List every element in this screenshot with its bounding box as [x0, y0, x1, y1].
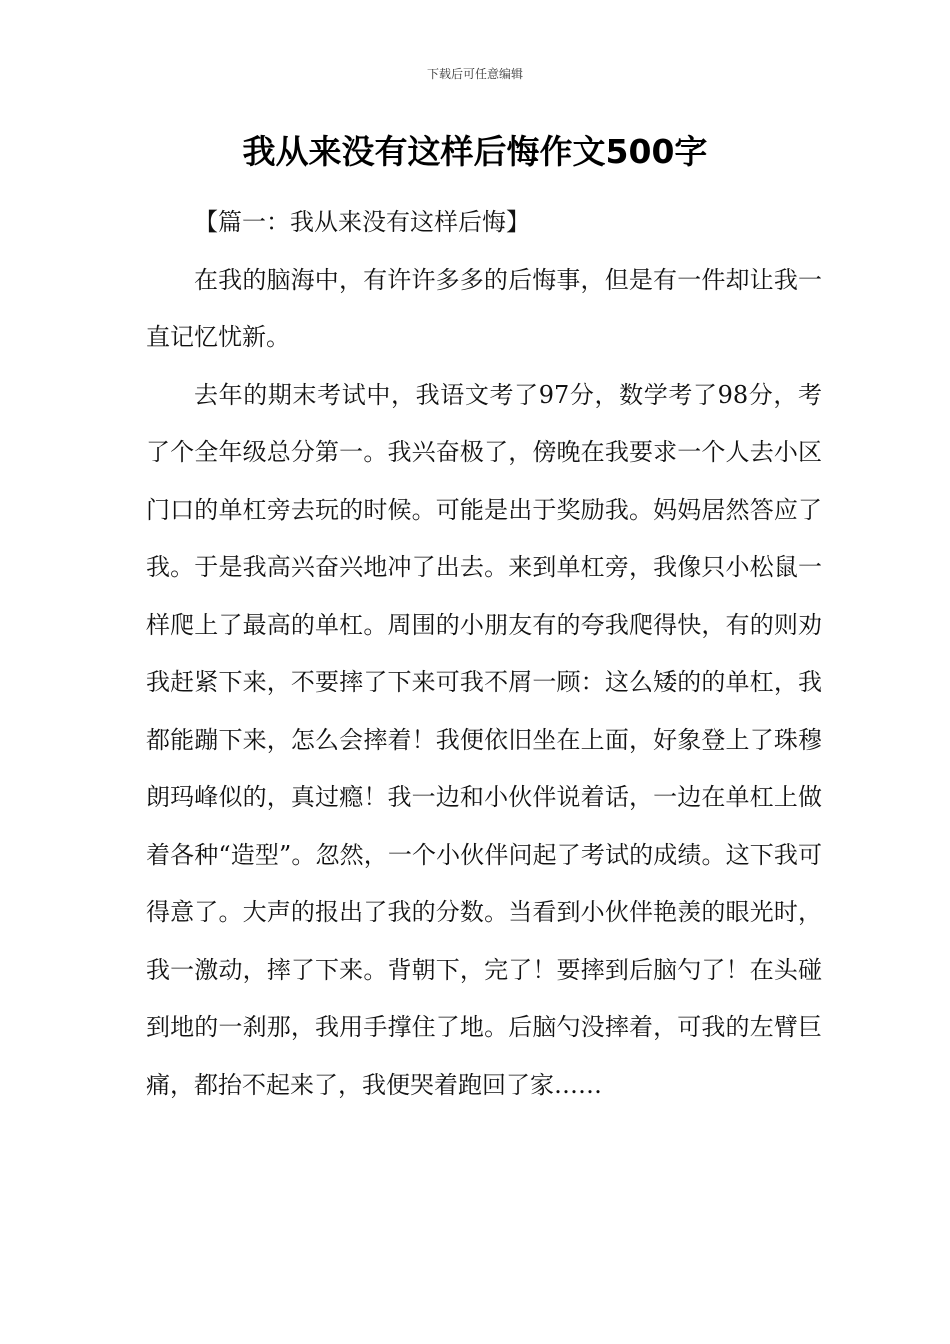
- paragraph-1: 在我的脑海中，有许许多多的后悔事，但是有一件却让我一直记忆忧新。: [146, 265, 822, 351]
- document-title: 我从来没有这样后悔作文500字: [242, 132, 708, 171]
- header-note: 下载后可任意编辑: [426, 67, 523, 81]
- document-body: [146, 194, 822, 1114]
- section-heading: 【篇一：我从来没有这样后悔】: [194, 208, 530, 236]
- paragraph-2: 去年的期末考试中，我语文考了97分，数学考了98分，考了个全年级总分第一。我兴奋极了，傍晚在我要求一个人去小区门口的单杠旁去玩的时候。可能是出于奖励我。妈妈居然答应了我。于是我高兴奋兴地冲了出去。来到单杠旁，我像只小松鼠一样爬上了最高的单杠。周围的小朋友有的夸我爬得快，有的则劝我赶紧下来，不要摔了下来可我不屑一顾：这么矮的的单杠，我都能蹦下来，怎么会摔着！我便依旧坐在上面，好象登上了珠穆朗玛峰似的，真过瘾！我一边和小伙伴说着话，一边在单杠上做着各种“造型”。忽然，一个小伙伴问起了考试的成绩。这下我可得意了。大声的报出了我的分数。当看到小伙伴艳羡的眼光时，我一激动，摔了下来。背朝下，完了！要摔到后脑勺了！在头碰到地的一刹那，我用手撑住了地。后脑勺没摔着，可我的左臂巨痛，都抬不起来了，我便哭着跑回了家……: [146, 380, 822, 1099]
